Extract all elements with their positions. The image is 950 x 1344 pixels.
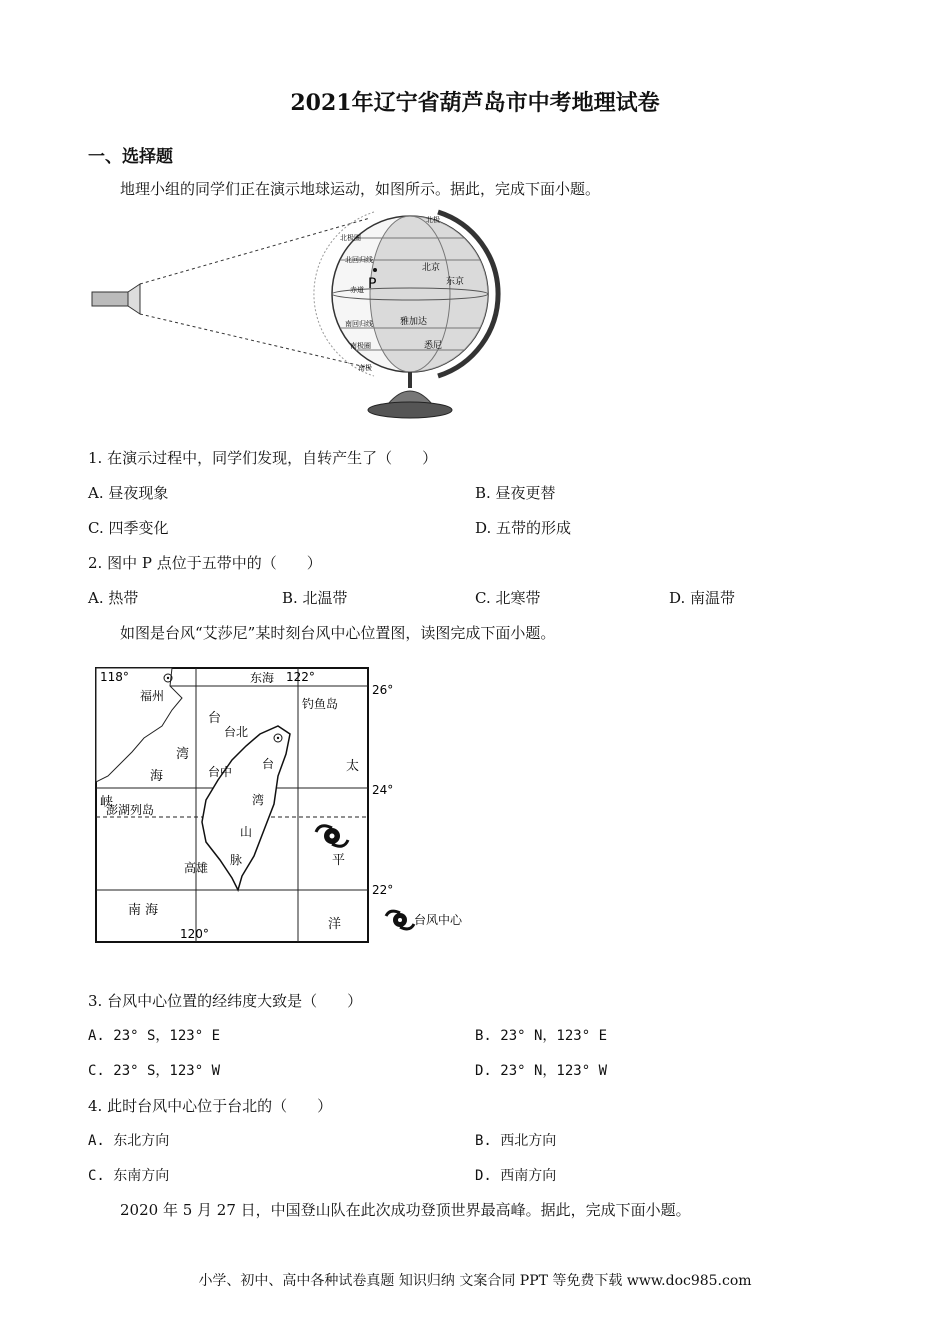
- label-diaoyu: 钓鱼岛: [302, 697, 339, 711]
- intro-typhoon: 如图是台风“艾莎尼”某时刻台风中心位置图，读图完成下面小题。: [120, 624, 556, 642]
- label-pacific-tai: 太: [346, 759, 360, 774]
- label-arctic: 北极圈: [340, 234, 361, 242]
- legend-label: 台风中心: [414, 913, 463, 927]
- label-lon-122: 122°: [286, 670, 315, 684]
- intro-everest: 2020 年 5 月 27 日，中国登山队在此次成功登顶世界最高峰。据此，完成下面小题。: [120, 1201, 691, 1219]
- label-nanhai: 南 海: [128, 903, 159, 918]
- label-strait-tai: 台: [208, 711, 222, 726]
- q2-option-c[interactable]: C. 北寒带: [475, 589, 541, 607]
- q1-option-b[interactable]: B. 昼夜更替: [475, 484, 556, 502]
- label-lat-24: 24°: [372, 783, 394, 797]
- label-taibei: 台北: [224, 725, 249, 739]
- label-south-pole: 南极: [358, 364, 372, 372]
- label-lat-26: 26°: [372, 683, 394, 697]
- q1-option-d[interactable]: D. 五带的形成: [475, 519, 572, 537]
- q3-option-c[interactable]: C. 23° S，123° W: [88, 1063, 221, 1079]
- label-tropic-cancer: 北回归线: [345, 256, 373, 264]
- label-sydney: 悉尼: [424, 341, 443, 351]
- light-beam-bottom: [140, 314, 370, 368]
- label-pacific-yang: 洋: [328, 917, 342, 932]
- label-jakarta: 雅加达: [400, 317, 428, 327]
- label-lon-120: 120°: [180, 927, 209, 941]
- q3-option-b[interactable]: B. 23° N，123° E: [475, 1028, 608, 1044]
- q4-option-d[interactable]: D. 西南方向: [475, 1168, 557, 1184]
- typhoon-map: [92, 664, 492, 946]
- label-fuzhou: 福州: [140, 689, 165, 703]
- label-taizhong: 台中: [208, 765, 233, 779]
- page-title: 2021年辽宁省葫芦岛市中考地理试卷: [290, 90, 660, 116]
- intro-earth-motion: 地理小组的同学们正在演示地球运动，如图所示。据此，完成下面小题。: [120, 180, 601, 198]
- label-mtn-shan: 山: [240, 825, 253, 839]
- label-equator: 赤道: [350, 286, 364, 294]
- label-lat-22: 22°: [372, 883, 394, 897]
- label-north-pole: 北极: [426, 216, 440, 224]
- q4-option-a[interactable]: A. 东北方向: [88, 1133, 170, 1149]
- q2-option-d[interactable]: D. 南温带: [669, 589, 736, 607]
- label-strait-xia: 峡: [100, 795, 114, 810]
- q1-option-c[interactable]: C. 四季变化: [88, 519, 169, 537]
- q4-option-b[interactable]: B. 西北方向: [475, 1133, 557, 1149]
- label-tokyo: 东京: [446, 277, 465, 287]
- q1-option-a[interactable]: A. 昼夜现象: [88, 484, 169, 502]
- label-gaoxiong: 高雄: [184, 861, 209, 875]
- section-heading: 一、选择题: [88, 147, 173, 167]
- label-tropic-capricorn: 南回归线: [345, 320, 373, 328]
- q2-option-b[interactable]: B. 北温带: [282, 589, 348, 607]
- label-p-point: P: [368, 276, 377, 292]
- label-penghu: 澎湖列岛: [106, 803, 155, 817]
- page-footer: 小学、初中、高中各种试卷真题 知识归纳 文案合同 PPT 等免费下载 www.doc985.com: [198, 1273, 752, 1289]
- q2-stem: 2. 图中 P 点位于五带中的（ ）: [88, 554, 322, 572]
- label-donghai: 东海: [250, 671, 275, 685]
- globe-base: [368, 402, 452, 418]
- label-antarctic: 南极圈: [350, 342, 371, 350]
- q3-option-d[interactable]: D. 23° N，123° W: [475, 1063, 608, 1079]
- label-strait-hai: 海: [150, 769, 164, 784]
- label-strait-wan: 湾: [176, 747, 190, 762]
- label-pacific-ping: 平: [332, 853, 346, 868]
- flashlight-body: [92, 292, 128, 306]
- q1-stem: 1. 在演示过程中，同学们发现，自转产生了（ ）: [88, 449, 438, 467]
- label-lon-118: 118°: [100, 670, 129, 684]
- q4-stem: 4. 此时台风中心位于台北的（ ）: [88, 1097, 333, 1115]
- label-mtn-wan: 湾: [252, 793, 265, 807]
- flashlight-head: [128, 284, 140, 314]
- q3-stem: 3. 台风中心位置的经纬度大致是（ ）: [88, 992, 363, 1010]
- q4-option-c[interactable]: C. 东南方向: [88, 1168, 170, 1184]
- legend-typhoon-icon: [386, 911, 414, 929]
- q2-option-a[interactable]: A. 热带: [88, 589, 139, 607]
- label-mtn-mai: 脉: [230, 853, 243, 867]
- label-beijing: 北京: [422, 263, 441, 273]
- globe-figure: [88, 208, 518, 428]
- label-mtn-tai: 台: [262, 757, 275, 771]
- q3-option-a[interactable]: A. 23° S，123° E: [88, 1028, 221, 1044]
